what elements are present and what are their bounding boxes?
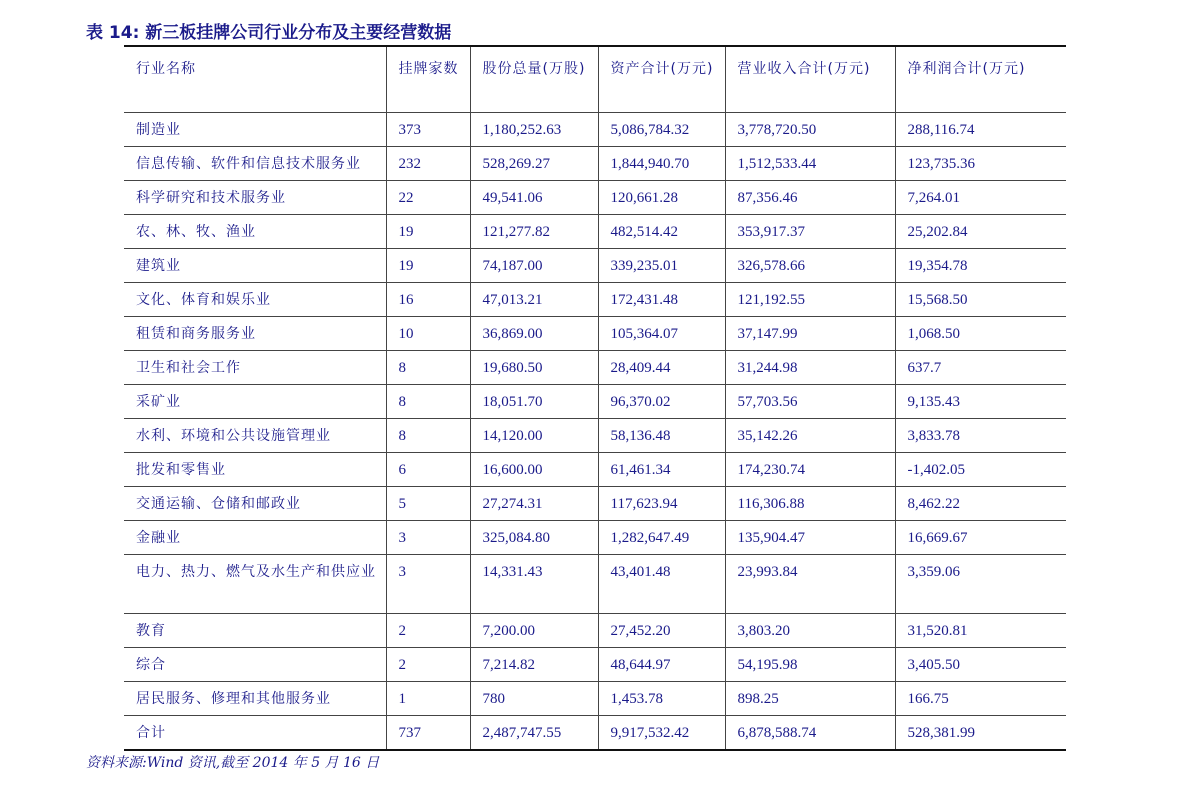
- table-row: [124, 147, 1066, 181]
- cell-listed-count: 373: [386, 113, 470, 147]
- cell-assets: 28,409.44: [598, 351, 725, 385]
- cell-listed-count: 737: [386, 716, 470, 751]
- table-row: [124, 215, 1066, 249]
- cell-industry: 批发和零售业: [124, 453, 386, 487]
- cell-listed-count: 8: [386, 385, 470, 419]
- cell-revenue: 3,803.20: [725, 614, 895, 648]
- table-row: [124, 385, 1066, 419]
- header-assets: 资产合计(万元): [598, 46, 725, 113]
- cell-listed-count: 8: [386, 351, 470, 385]
- header-shares: 股份总量(万股): [470, 46, 598, 113]
- cell-revenue: 135,904.47: [725, 521, 895, 555]
- cell-shares: 49,541.06: [470, 181, 598, 215]
- cell-revenue: 54,195.98: [725, 648, 895, 682]
- cell-shares: 14,331.43: [470, 555, 598, 614]
- cell-industry: 农、林、牧、渔业: [124, 215, 386, 249]
- cell-assets: 43,401.48: [598, 555, 725, 614]
- cell-assets: 1,282,647.49: [598, 521, 725, 555]
- cell-listed-count: 2: [386, 614, 470, 648]
- table-row: [124, 716, 1066, 751]
- cell-listed-count: 6: [386, 453, 470, 487]
- cell-assets: 48,644.97: [598, 648, 725, 682]
- cell-assets: 105,364.07: [598, 317, 725, 351]
- cell-net-profit: 8,462.22: [895, 487, 1066, 521]
- cell-shares: 27,274.31: [470, 487, 598, 521]
- cell-industry: 综合: [124, 648, 386, 682]
- cell-net-profit: -1,402.05: [895, 453, 1066, 487]
- cell-shares: 36,869.00: [470, 317, 598, 351]
- cell-industry: 卫生和社会工作: [124, 351, 386, 385]
- cell-industry: 文化、体育和娱乐业: [124, 283, 386, 317]
- table-body: [124, 113, 1066, 751]
- cell-industry: 交通运输、仓储和邮政业: [124, 487, 386, 521]
- industry-table: [124, 45, 1066, 751]
- cell-net-profit: 3,405.50: [895, 648, 1066, 682]
- cell-assets: 61,461.34: [598, 453, 725, 487]
- table-row: [124, 419, 1066, 453]
- cell-shares: 14,120.00: [470, 419, 598, 453]
- cell-industry: 合计: [124, 716, 386, 751]
- cell-net-profit: 7,264.01: [895, 181, 1066, 215]
- cell-listed-count: 3: [386, 521, 470, 555]
- cell-net-profit: 288,116.74: [895, 113, 1066, 147]
- cell-assets: 117,623.94: [598, 487, 725, 521]
- cell-listed-count: 1: [386, 682, 470, 716]
- table-row: [124, 555, 1066, 614]
- cell-net-profit: 9,135.43: [895, 385, 1066, 419]
- table-header-row: [124, 46, 1066, 113]
- cell-assets: 120,661.28: [598, 181, 725, 215]
- cell-shares: 2,487,747.55: [470, 716, 598, 751]
- cell-assets: 1,453.78: [598, 682, 725, 716]
- cell-shares: 16,600.00: [470, 453, 598, 487]
- cell-industry: 建筑业: [124, 249, 386, 283]
- cell-shares: 780: [470, 682, 598, 716]
- cell-listed-count: 232: [386, 147, 470, 181]
- cell-listed-count: 8: [386, 419, 470, 453]
- cell-assets: 482,514.42: [598, 215, 725, 249]
- cell-revenue: 23,993.84: [725, 555, 895, 614]
- cell-revenue: 35,142.26: [725, 419, 895, 453]
- table-row: [124, 317, 1066, 351]
- cell-net-profit: 3,359.06: [895, 555, 1066, 614]
- cell-listed-count: 19: [386, 249, 470, 283]
- cell-industry: 教育: [124, 614, 386, 648]
- cell-listed-count: 16: [386, 283, 470, 317]
- cell-shares: 121,277.82: [470, 215, 598, 249]
- cell-net-profit: 123,735.36: [895, 147, 1066, 181]
- cell-assets: 58,136.48: [598, 419, 725, 453]
- cell-shares: 7,200.00: [470, 614, 598, 648]
- table-row: [124, 453, 1066, 487]
- cell-assets: 1,844,940.70: [598, 147, 725, 181]
- cell-shares: 47,013.21: [470, 283, 598, 317]
- cell-shares: 18,051.70: [470, 385, 598, 419]
- cell-industry: 金融业: [124, 521, 386, 555]
- cell-net-profit: 15,568.50: [895, 283, 1066, 317]
- table-row: [124, 351, 1066, 385]
- table-row: [124, 249, 1066, 283]
- cell-shares: 19,680.50: [470, 351, 598, 385]
- cell-revenue: 326,578.66: [725, 249, 895, 283]
- cell-shares: 74,187.00: [470, 249, 598, 283]
- cell-industry: 电力、热力、燃气及水生产和供应业: [124, 555, 386, 614]
- cell-net-profit: 166.75: [895, 682, 1066, 716]
- cell-revenue: 57,703.56: [725, 385, 895, 419]
- cell-industry: 采矿业: [124, 385, 386, 419]
- cell-revenue: 174,230.74: [725, 453, 895, 487]
- cell-revenue: 6,878,588.74: [725, 716, 895, 751]
- cell-revenue: 898.25: [725, 682, 895, 716]
- cell-industry: 科学研究和技术服务业: [124, 181, 386, 215]
- cell-revenue: 3,778,720.50: [725, 113, 895, 147]
- header-industry: 行业名称: [124, 46, 386, 113]
- cell-net-profit: 25,202.84: [895, 215, 1066, 249]
- cell-industry: 居民服务、修理和其他服务业: [124, 682, 386, 716]
- table-row: [124, 521, 1066, 555]
- cell-assets: 339,235.01: [598, 249, 725, 283]
- table-row: [124, 487, 1066, 521]
- cell-revenue: 31,244.98: [725, 351, 895, 385]
- header-net-profit: 净利润合计(万元): [895, 46, 1066, 113]
- header-listed-count: 挂牌家数: [386, 46, 470, 113]
- table-title: 表 14: 新三板挂牌公司行业分布及主要经营数据: [86, 23, 452, 43]
- cell-industry: 制造业: [124, 113, 386, 147]
- table-row: [124, 614, 1066, 648]
- cell-revenue: 37,147.99: [725, 317, 895, 351]
- cell-net-profit: 3,833.78: [895, 419, 1066, 453]
- cell-listed-count: 19: [386, 215, 470, 249]
- cell-listed-count: 22: [386, 181, 470, 215]
- source-note: 资料来源:Wind 资讯,截至 2014 年 5 月 16 日: [86, 755, 380, 771]
- cell-shares: 325,084.80: [470, 521, 598, 555]
- cell-revenue: 116,306.88: [725, 487, 895, 521]
- cell-assets: 27,452.20: [598, 614, 725, 648]
- cell-industry: 租赁和商务服务业: [124, 317, 386, 351]
- cell-shares: 528,269.27: [470, 147, 598, 181]
- cell-assets: 5,086,784.32: [598, 113, 725, 147]
- cell-listed-count: 3: [386, 555, 470, 614]
- cell-net-profit: 528,381.99: [895, 716, 1066, 751]
- cell-net-profit: 1,068.50: [895, 317, 1066, 351]
- cell-industry: 水利、环境和公共设施管理业: [124, 419, 386, 453]
- cell-net-profit: 31,520.81: [895, 614, 1066, 648]
- cell-revenue: 121,192.55: [725, 283, 895, 317]
- cell-net-profit: 19,354.78: [895, 249, 1066, 283]
- table-row: [124, 283, 1066, 317]
- cell-revenue: 87,356.46: [725, 181, 895, 215]
- cell-shares: 1,180,252.63: [470, 113, 598, 147]
- cell-shares: 7,214.82: [470, 648, 598, 682]
- cell-listed-count: 5: [386, 487, 470, 521]
- cell-industry: 信息传输、软件和信息技术服务业: [124, 147, 386, 181]
- table-row: [124, 181, 1066, 215]
- table-row: [124, 648, 1066, 682]
- cell-revenue: 1,512,533.44: [725, 147, 895, 181]
- cell-assets: 9,917,532.42: [598, 716, 725, 751]
- cell-assets: 96,370.02: [598, 385, 725, 419]
- cell-revenue: 353,917.37: [725, 215, 895, 249]
- header-revenue: 营业收入合计(万元): [725, 46, 895, 113]
- cell-listed-count: 10: [386, 317, 470, 351]
- cell-listed-count: 2: [386, 648, 470, 682]
- cell-net-profit: 637.7: [895, 351, 1066, 385]
- table-row: [124, 113, 1066, 147]
- cell-assets: 172,431.48: [598, 283, 725, 317]
- cell-net-profit: 16,669.67: [895, 521, 1066, 555]
- table-row: [124, 682, 1066, 716]
